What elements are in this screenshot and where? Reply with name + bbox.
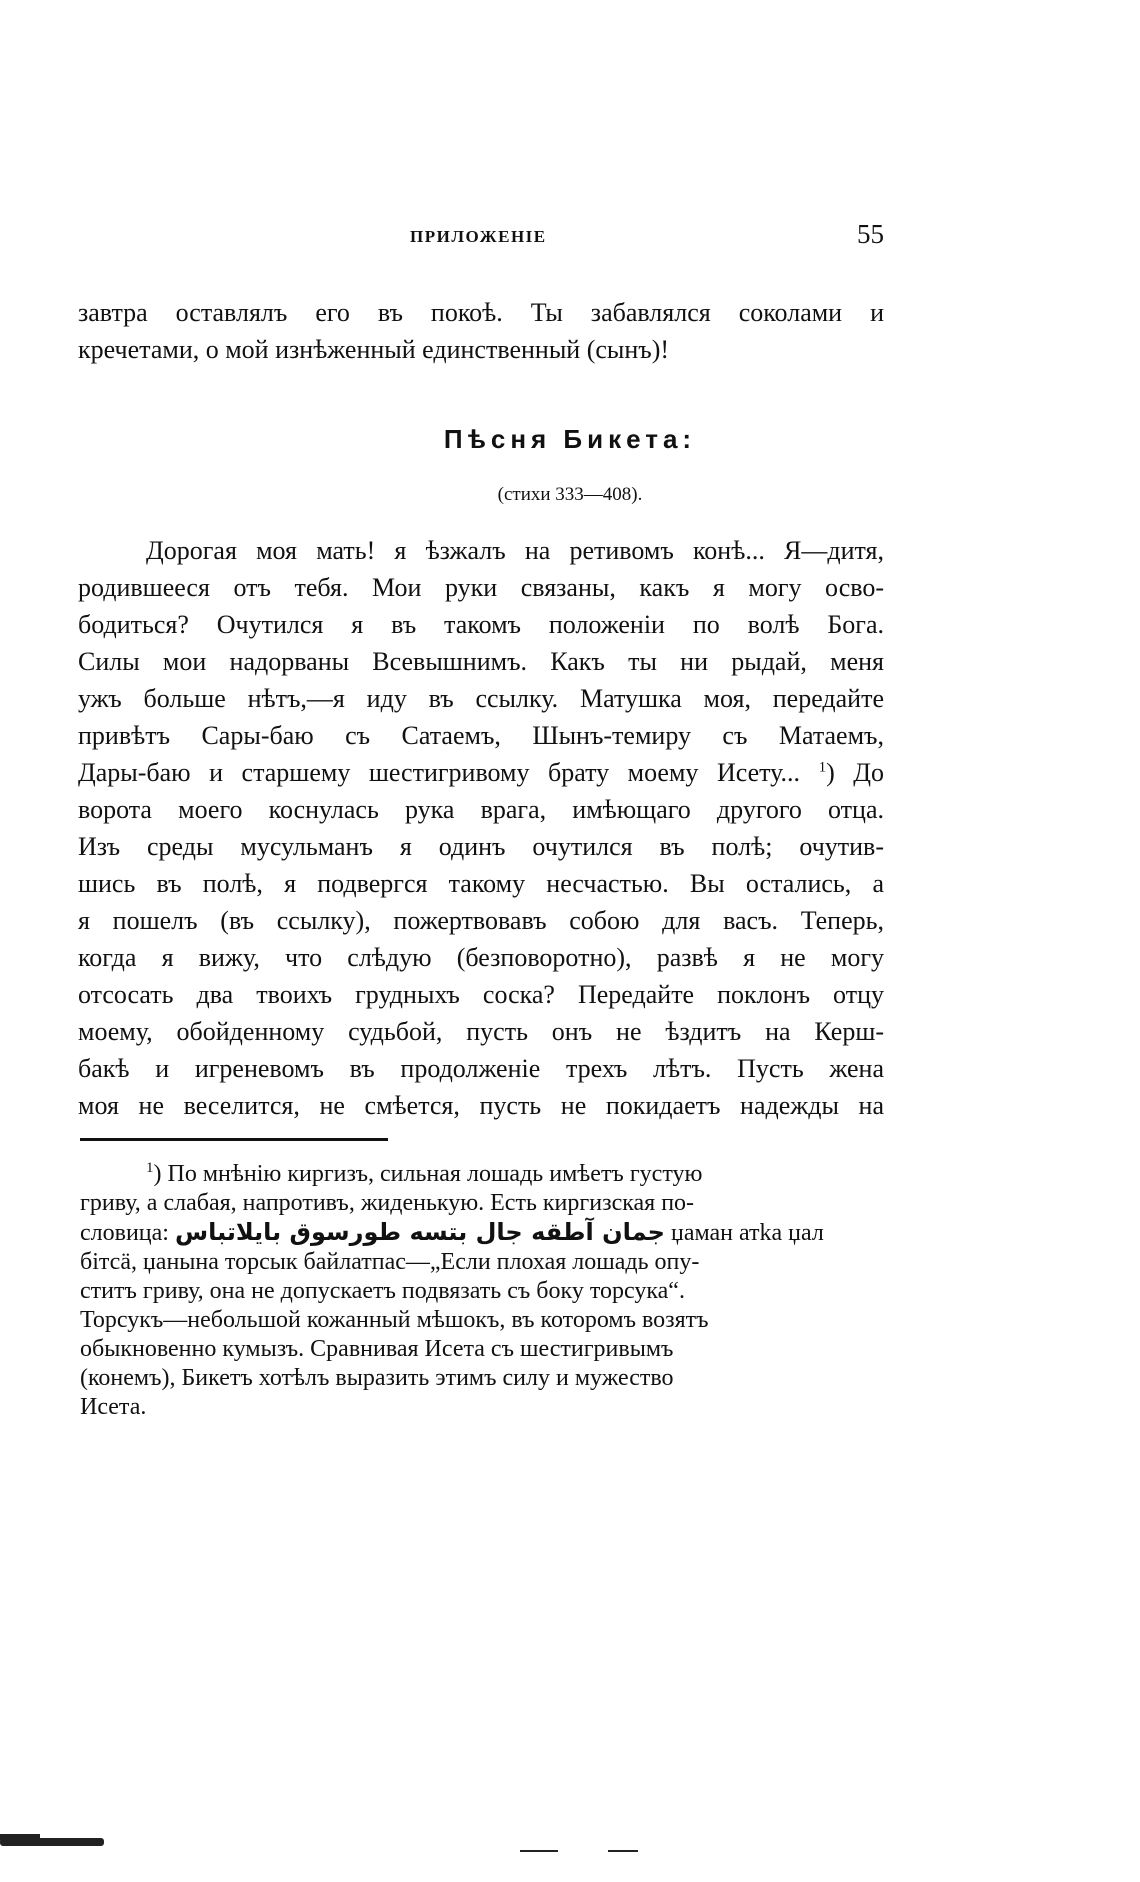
footnote-text: словица: <box>80 1220 169 1246</box>
footnote-line <box>80 1160 884 1189</box>
arabic-proverb: جمان آطقه جال بتسه طورسوق بايلاتباس <box>174 1218 665 1246</box>
song-line: бодиться? Очутился я въ такомъ положеніи по волѣ Бога. <box>78 610 884 639</box>
running-head: ПРИЛОЖЕНІЕ <box>410 227 547 246</box>
song-line: моя не веселится, не смѣется, пусть не покидаетъ надежды на <box>78 1091 884 1120</box>
footnote-marker: 1 <box>146 1160 154 1176</box>
song-line: Дорогая моя мать! я ѣзжалъ на ретивомъ конѣ... Я—дитя, <box>146 536 884 565</box>
footnote <box>80 1160 884 1422</box>
footnote-line: ститъ гриву, она не допускаетъ подвязать съ боку торсука“. <box>80 1278 685 1304</box>
scan-artifact-dash <box>608 1850 638 1852</box>
song-line: Силы мои надорваны Всевышнимъ. Какъ ты ни рыдай, меня <box>78 647 884 676</box>
intro-line: кречетами, о мой изнѣженный единственный (сынъ)! <box>78 335 670 364</box>
footnote-text: По мнѣнію киргизъ, сильная лошадь имѣетъ густую <box>167 1161 703 1187</box>
footnote-marker-paren: ) <box>153 1161 162 1187</box>
song-line-text: Дары-баю и старшему шестигривому брату моему Исету... <box>78 758 801 787</box>
intro-line: завтра оставлялъ его въ покоѣ. Ты забавлялся соколами и <box>78 298 884 327</box>
footnote-line: Торсукъ—небольшой кожанный мѣшокъ, въ которомъ возятъ <box>80 1307 709 1333</box>
footnote-line <box>80 1218 884 1248</box>
footnote-line: бітсä, џанына торсык байлатпас—„Если плохая лошадь опу- <box>80 1249 700 1275</box>
footnote-separator <box>80 1138 388 1141</box>
intro-paragraph <box>78 294 884 368</box>
song-title: Пѣсня Бикета: <box>443 424 697 454</box>
song-line-tail: До <box>853 758 885 787</box>
footnote-text: џаман атkа џал <box>670 1220 824 1246</box>
song-line: Изъ среды мусульманъ я одинъ очутился въ полѣ; очутив- <box>78 832 884 861</box>
footnote-line: Исета. <box>80 1394 147 1420</box>
song-paragraph <box>78 532 884 1124</box>
song-line: ужъ больше нѣтъ,—я иду въ ссылку. Матушка моя, передайте <box>78 684 884 713</box>
song-line: шись въ полѣ, я подвергся такому несчастью. Вы остались, а <box>78 869 884 898</box>
song-line: я пошелъ (въ ссылку), пожертвовавъ собою для васъ. Теперь, <box>78 906 884 935</box>
footnote-line: обыкновенно кумызъ. Сравнивая Исета съ шестигривымъ <box>80 1336 674 1362</box>
scan-artifact-mark <box>0 1834 40 1840</box>
song-line: ворота моего коснулась рука врага, имѣющаго другого отца. <box>78 795 884 824</box>
song-line: привѣтъ Сары-баю съ Сатаемъ, Шынъ-темиру съ Матаемъ, <box>78 721 884 750</box>
song-line-with-footnote <box>78 754 884 791</box>
verses-reference: (стихи 333—408). <box>497 484 643 505</box>
footnote-line: гриву, а слабая, напротивъ, жиденькую. Есть киргизская по- <box>80 1190 695 1216</box>
page-header <box>78 219 884 257</box>
song-line: моему, обойденному судьбой, пусть онъ не ѣздитъ на Керш- <box>78 1017 884 1046</box>
song-line: родившееся отъ тебя. Мои руки связаны, какъ я могу осво- <box>78 573 884 602</box>
page-number: 55 <box>857 219 884 249</box>
scan-artifact-dash <box>520 1850 558 1852</box>
song-line: когда я вижу, что слѣдую (безповоротно), развѣ я не могу <box>78 943 884 972</box>
song-line: отсосать два твоихъ грудныхъ соска? Передайте поклонъ отцу <box>78 980 884 1009</box>
footnote-reference: 1 <box>818 759 827 776</box>
song-line: бакѣ и игреневомъ въ продолженіе трехъ лѣтъ. Пусть жена <box>78 1054 884 1083</box>
footnote-reference-paren: ) <box>826 758 835 787</box>
footnote-line: (конемъ), Бикетъ хотѣлъ выразить этимъ силу и мужество <box>80 1365 674 1391</box>
